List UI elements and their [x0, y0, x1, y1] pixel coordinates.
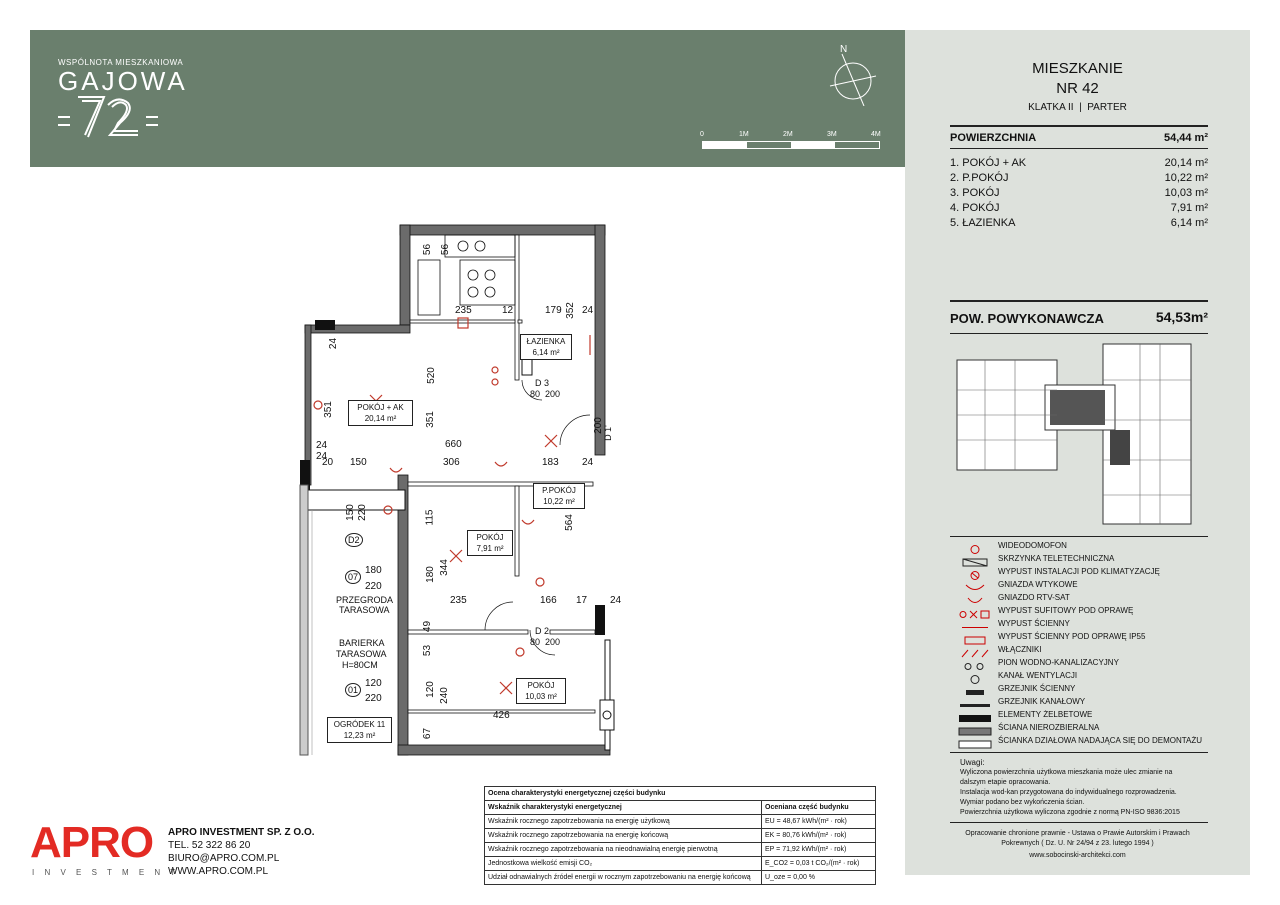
scale-tick-2: 2M — [783, 131, 793, 138]
dimension-label: 20 — [322, 457, 334, 468]
company-email[interactable]: BIURO@APRO.COM.PL — [168, 853, 280, 864]
dimension-label: 220 — [365, 581, 382, 592]
legend-label: WYPUST ŚCIENNY POD OPRAWĘ IP55 — [998, 632, 1146, 641]
door-label: 80 200 — [530, 389, 561, 399]
energy-row-label: Wskaźnik rocznego zapotrzebowania na nieodnawialną energię pierwotną — [485, 843, 762, 857]
dimension-label: 49 — [422, 620, 434, 633]
concrete-wall-icon — [958, 710, 992, 718]
room-label-hall: P.POKÓJ 10,22 m² — [533, 483, 585, 509]
apro-logo: APRO — [30, 818, 154, 867]
legend-label: WIDEODOMOFON — [998, 541, 1067, 550]
legend-label: WYPUST INSTALACJI POD KLIMATYZACJĘ — [998, 567, 1160, 576]
dimension-label: 220 — [356, 504, 368, 521]
door-label: 80 200 — [530, 637, 561, 647]
dimension-label: 53 — [422, 644, 434, 657]
door-tag: D2 — [345, 533, 363, 547]
scale-bar — [702, 141, 880, 149]
partition-wall-icon — [958, 736, 992, 744]
energy-row-value: E_CO2 = 0,03 t CO₂/(m² · rok) — [762, 857, 876, 871]
legend-label: SKRZYNKA TELETECHNICZNA — [998, 554, 1115, 563]
dimension-label: 24 — [328, 337, 340, 350]
company-web[interactable]: WWW.APRO.COM.PL — [168, 866, 268, 877]
notes-line: dalszym etapie opracowania. — [960, 779, 1051, 786]
room-name: 4. POKÓJ — [950, 202, 1000, 214]
dimension-label: 24 — [316, 440, 328, 451]
energy-row-label: Wskaźnik rocznego zapotrzebowania na energię końcową — [485, 829, 762, 843]
switch-icon — [958, 645, 992, 653]
architect-link[interactable]: www.sobocinski-architekci.com — [1029, 852, 1126, 859]
legend-label: WYPUST SUFITOWY POD OPRAWĘ — [998, 606, 1134, 615]
dimension-label: 351 — [322, 401, 334, 418]
dimension-label: 352 — [564, 302, 576, 319]
dimension-label: 150 — [350, 457, 367, 468]
company-phone: TEL. 52 322 86 20 — [168, 840, 251, 851]
room-area: 10,22 m² — [1164, 172, 1208, 184]
dimension-label: 183 — [542, 457, 559, 468]
apro-logo-sub: I N V E S T M E N T — [32, 868, 180, 877]
dimension-label: 120 — [365, 678, 382, 689]
notes-line: Wymiar podano bez wykończenia ścian. — [960, 799, 1085, 806]
area-value: 54,44 m² — [1163, 132, 1208, 144]
scale-tick-4: 4M — [871, 131, 881, 138]
dimension-label: 351 — [424, 411, 436, 428]
area-label: POWIERZCHNIA — [950, 132, 1037, 144]
energy-row-value: EP = 71,92 kWh/(m² · rok) — [762, 843, 876, 857]
dimension-label: 179 — [545, 305, 562, 316]
door-label: D 1' — [602, 425, 613, 441]
notes-line: Powierzchnia użytkowa wyliczona zgodnie z normą PN-ISO 9836:2015 — [960, 809, 1180, 816]
partition-label: TARASOWA — [339, 605, 390, 615]
room-area: 7,91 m² — [1170, 202, 1208, 214]
scale-tick-1: 1M — [739, 131, 749, 138]
dimension-label: 564 — [563, 514, 575, 531]
notes-title: Uwagi: — [960, 758, 985, 767]
wall-heater-icon — [958, 684, 992, 692]
videophone-icon — [958, 541, 992, 549]
dimension-label: 24 — [316, 451, 328, 462]
legend-label: GNIAZDA WTYKOWE — [998, 580, 1078, 589]
dimension-label: 24 — [610, 595, 622, 606]
copyright-line: Pokrewnych ( Dz. U. Nr 24/94 z 23. lutego 1994 ) — [1001, 840, 1154, 847]
legend-label: GNIAZDO RTV-SAT — [998, 593, 1070, 602]
logo-gajowa-text: GAJOWA — [58, 66, 188, 96]
room-name: 5. ŁAZIENKA — [950, 217, 1016, 229]
dimension-label: 180 — [424, 566, 436, 583]
compass-icon — [828, 46, 878, 106]
energy-title: Ocena charakterystyki energetycznej części budynku — [485, 787, 876, 801]
dimension-label: 660 — [445, 439, 462, 450]
apartment-number: NR 42 — [1056, 80, 1099, 97]
dimension-label: 56 — [440, 243, 452, 256]
water-pipe-icon — [958, 658, 992, 666]
energy-row-label: Wskaźnik rocznego zapotrzebowania na energię użytkową — [485, 815, 762, 829]
barrier-label: TARASOWA — [336, 649, 387, 659]
room-name: 3. POKÓJ — [950, 187, 1000, 199]
dimension-label: 306 — [443, 457, 460, 468]
energy-table — [484, 786, 876, 885]
legend-label: ELEMENTY ŻELBETOWE — [998, 710, 1093, 719]
energy-row-value: U_oze = 0,00 % — [762, 871, 876, 885]
energy-row-value: EK = 80,76 kWh/(m² · rok) — [762, 829, 876, 843]
dimension-label: 344 — [438, 559, 450, 576]
legend-label: WYPUST ŚCIENNY — [998, 619, 1070, 628]
barrier-height: H=80CM — [342, 660, 378, 670]
door-tag: 07 — [345, 570, 361, 584]
door-tag: 01 — [345, 683, 361, 697]
rtv-sat-icon — [958, 593, 992, 601]
room-area: 20,14 m² — [1164, 157, 1208, 169]
apartment-title: MIESZKANIE — [1032, 60, 1123, 77]
dimension-label: 12 — [502, 305, 514, 316]
energy-row-label: Udział odnawialnych źródeł energii w rocznym zapotrzebowaniu na energię końcową — [485, 871, 762, 885]
dimension-label: 17 — [576, 595, 588, 606]
dimension-label: 56 — [422, 243, 434, 256]
scale-tick-3: 3M — [827, 131, 837, 138]
dimension-label: 240 — [438, 687, 450, 704]
dimension-label: 24 — [582, 305, 594, 316]
legend-label: ŚCIANKA DZIAŁOWA NADAJĄCA SIĘ DO DEMONTAŻU — [998, 736, 1203, 745]
apartment-subtitle: KLATKA II | PARTER — [1028, 102, 1127, 113]
legend-label: GRZEJNIK ŚCIENNY — [998, 684, 1076, 693]
company-name: APRO INVESTMENT SP. Z O.O. — [168, 827, 315, 838]
door-label: D 3 — [535, 378, 550, 388]
room-label-room4: POKÓJ 7,91 m² — [467, 530, 513, 556]
dimension-label: 200 — [592, 417, 604, 434]
vent-icon — [958, 671, 992, 679]
dimension-label: 220 — [365, 693, 382, 704]
legend-label: WŁĄCZNIKI — [998, 645, 1042, 654]
notes-line: Instalacja wod-kan przygotowana do indywidualnego rozprowadzenia. — [960, 789, 1177, 796]
energy-col-header: Oceniana część budynku — [762, 801, 876, 815]
door-label: D 2 — [535, 626, 550, 636]
channel-heater-icon — [958, 697, 992, 705]
legend-label: PION WODNO-KANALIZACYJNY — [998, 658, 1119, 667]
key-plan — [955, 340, 1205, 530]
scale-tick-0: 0 — [700, 131, 704, 138]
dimension-label: 166 — [540, 595, 557, 606]
energy-row-value: EU = 48,67 kWh/(m² · rok) — [762, 815, 876, 829]
dimension-label: 180 — [365, 565, 382, 576]
room-name: 1. POKÓJ + AK — [950, 157, 1027, 169]
dimension-label: 150 — [344, 504, 356, 521]
telecom-box-icon — [958, 554, 992, 562]
room-label-garden: OGRÓDEK 11 12,23 m² — [327, 717, 392, 743]
barrier-label: BARIERKA — [339, 638, 385, 648]
room-area: 10,03 m² — [1164, 187, 1208, 199]
dimension-label: 67 — [422, 727, 434, 740]
copyright-line: Opracowanie chronione prawnie - Ustawa o Prawie Autorskim i Prawach — [965, 830, 1190, 837]
dimension-label: 24 — [582, 457, 594, 468]
notes-line: Wyliczona powierzchnia użytkowa mieszkania może ulec zmianie na — [960, 769, 1173, 776]
room-label-bathroom: ŁAZIENKA 6,14 m² — [520, 334, 572, 360]
dimension-label: 120 — [424, 681, 436, 698]
dimension-label: 426 — [493, 710, 510, 721]
room-area: 6,14 m² — [1170, 217, 1208, 229]
logo-72-mark — [58, 95, 158, 140]
partition-label: PRZEGRODA — [336, 595, 394, 605]
legend-label: GRZEJNIK KANAŁOWY — [998, 697, 1086, 706]
post-area-label: POW. POWYKONAWCZA — [950, 311, 1104, 326]
ceiling-light-icon — [958, 606, 992, 614]
logo-community-text: WSPÓLNOTA MIESZKANIOWA — [58, 58, 184, 67]
post-area-value: 54,53m² — [1155, 309, 1208, 325]
room-label-room3: POKÓJ 10,03 m² — [516, 678, 566, 704]
ac-outlet-icon — [958, 567, 992, 575]
socket-icon — [958, 580, 992, 588]
dimension-label: 520 — [425, 367, 437, 384]
wall-outlet-icon — [958, 619, 992, 627]
dimension-label: 235 — [455, 305, 472, 316]
energy-col-header: Wskaźnik charakterystyki energetycznej — [485, 801, 762, 815]
dimension-label: 115 — [424, 509, 436, 526]
legend-label: KANAŁ WENTYLACJI — [998, 671, 1078, 680]
dimension-label: 235 — [450, 595, 467, 606]
room-label-living: POKÓJ + AK 20,14 m² — [348, 400, 413, 426]
wall-outlet-ip55-icon — [958, 632, 992, 640]
room-name: 2. P.POKÓJ — [950, 172, 1009, 184]
energy-row-label: Jednostkowa wielkość emisji CO₂ — [485, 857, 762, 871]
north-label: N — [840, 44, 848, 55]
legend-label: ŚCIANA NIEROZBIERALNA — [998, 723, 1100, 732]
nonbearing-wall-icon — [958, 723, 992, 731]
